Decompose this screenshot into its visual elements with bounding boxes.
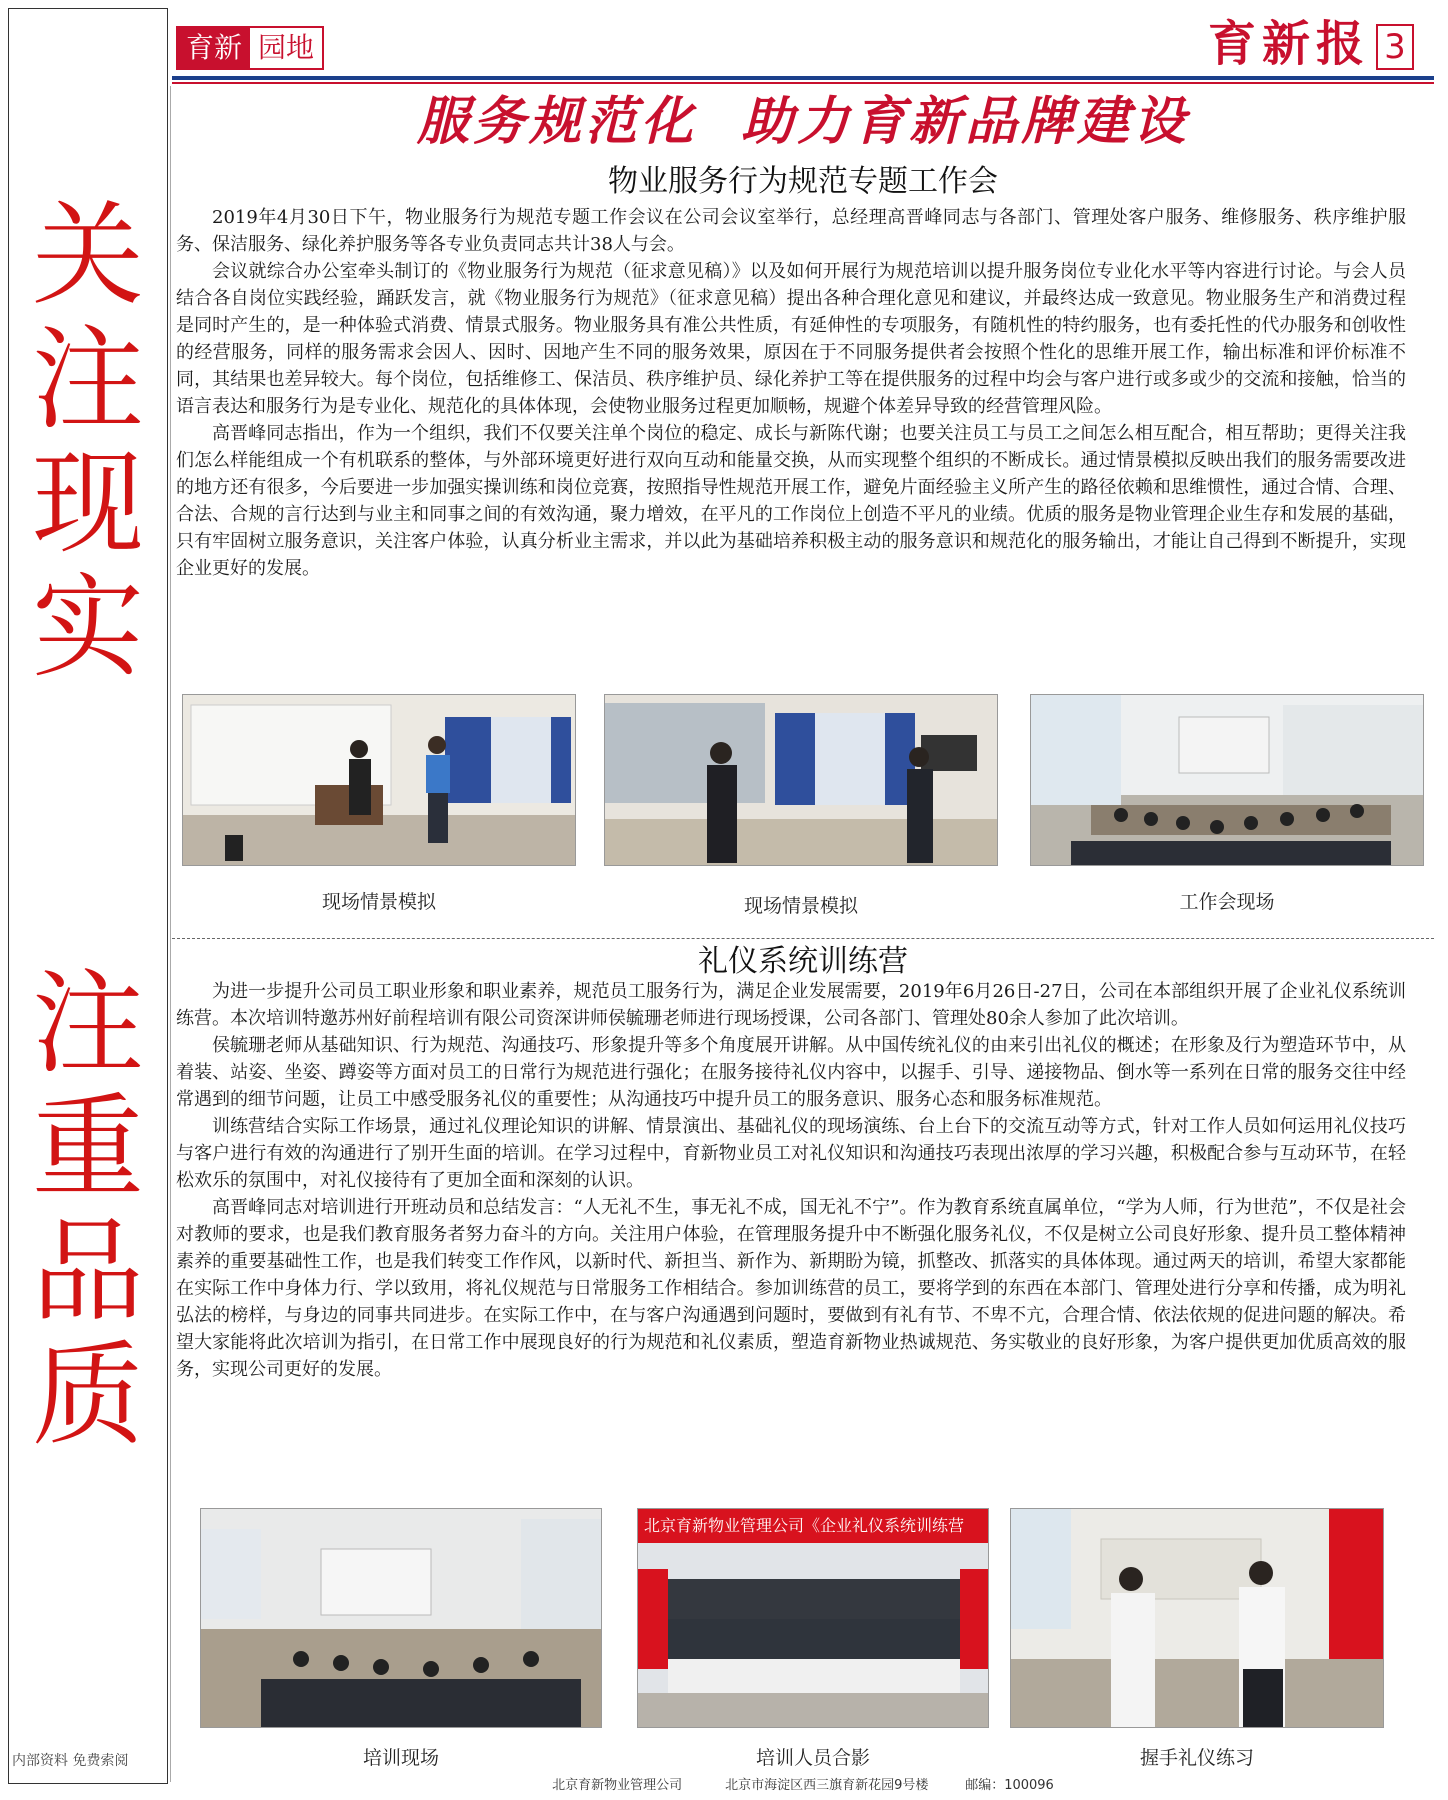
- photo-scene-simulation-1: [182, 694, 576, 866]
- photo-training-scene: [200, 1508, 602, 1728]
- article2-paragraph: 训练营结合实际工作场景，通过礼仪理论知识的讲解、情景演出、基础礼仪的现场演练、台上台下的交流互动等方式，针对工作人员如何运用礼仪技巧与客户进行有效的沟通进行了别开生面的培训。在学习过程中，育新物业员工对礼仪知识和沟通技巧表现出浓厚的学习兴趣，积极配合参与互动环节，在轻松欢乐的氛围中，对礼仪接待有了更加全面和深刻的认识。: [176, 1116, 1406, 1191]
- caption-photo-2: 现场情景模拟: [743, 895, 858, 917]
- photo-scene-simulation-2: [604, 694, 998, 866]
- section-badge-part1: 育新: [178, 28, 250, 68]
- caption-photo-3: 工作会现场: [1179, 891, 1275, 913]
- article2-body: [176, 978, 1406, 1383]
- article1-paragraph: 2019年4月30日下午，物业服务行为规范专题工作会议在公司会议室举行，总经理高晋峰同志与各部门、管理处客户服务、维修服务、秩序维护服务、保洁服务、绿化养护服务等各专业负责同志共计38人与会。: [176, 207, 1406, 255]
- article2-paragraph: 侯毓珊老师从基础知识、行为规范、沟通技巧、形象提升等多个角度展开讲解。从中国传统礼仪的由来引出礼仪的概述；在形象及行为塑造环节中，从着装、站姿、坐姿、蹲姿等方面对员工的日常行为规范进行强化；在服务接待礼仪内容中，以握手、引导、递接物品、倒水等一系列在日常的服务交往中经常遇到的细节问题，让员工中感受服务礼仪的重要性；从沟通技巧中提升员工的服务意识、服务心态和服务标准规范。: [176, 1035, 1406, 1110]
- article1-title: 物业服务行为规范专题工作会: [608, 164, 998, 199]
- footer-address: 北京市海淀区西三旗育新花园9号楼: [725, 1778, 929, 1793]
- article1-paragraph: 会议就综合办公室牵头制订的《物业服务行为规范（征求意见稿）》以及如何开展行为规范培训以提升服务岗位专业化水平等内容进行讨论。与会人员结合各自岗位实践经验，踊跃发言，就《物业服务行为规范》（征求意见稿）提出各种合理化意见和建议，并最终达成一致意见。物业服务生产和消费过程是同时产生的，是一种体验式消费、情景式服务。物业服务具有准公共性质，有延伸性的专项服务，有随机性的特约服务，也有委托性的代办服务和创收性的经营服务，同样的服务需求会因人、因时、因地产生不同的服务效果，原因在于不同服务提供者会按照个性化的思维开展工作，输出标准和评价标准不同，其结果也差异较大。每个岗位，包括维修工、保洁员、秩序维护员、绿化养护工等在提供服务的过程中均会与客户进行或多或少的交流和接触，恰当的语言表达和服务行为是专业化、规范化的具体体现，会使物业服务过程更加顺畅，规避个体差异导致的经营管理风险。: [176, 261, 1406, 417]
- page-headline: 服务规范化 助力育新品牌建设: [416, 92, 1190, 152]
- caption-photo-1: 现场情景模拟: [321, 891, 436, 913]
- caption-photo-5: 培训人员合影: [755, 1747, 870, 1769]
- article2-title: 礼仪系统训练营: [698, 944, 908, 979]
- article1-paragraph: 高晋峰同志指出，作为一个组织，我们不仅要关注单个岗位的稳定、成长与新陈代谢；也要关注员工与员工之间怎么相互配合，相互帮助；更得关注我们怎么样能组成一个有机联系的整体，与外部环境更好进行双向互动和能量交换，从而实现整个组织的不断成长。通过情景模拟反映出我们的服务需要改进的地方还有很多，今后要进一步加强实操训练和岗位竞赛，按照指导性规范开展工作，避免片面经验主义所产生的路径依赖和思维惯性，通过合情、合理、合法、合规的言行达到与业主和同事之间的有效沟通，聚力增效，在平凡的工作岗位上创造不平凡的业绩。优质的服务是物业管理企业生存和发展的基础，只有牢固树立服务意识，关注客户体验，认真分析业主需求，并以此为基础培养积极主动的服务意识和规范化的服务输出，才能让自己得到不断提升，实现企业更好的发展。: [176, 423, 1406, 579]
- slogan-char: 注: [32, 959, 144, 1089]
- photo-meeting-scene: [1030, 694, 1424, 866]
- page-number: 3: [1376, 24, 1414, 70]
- group-photo-banner: 北京育新物业管理公司《企业礼仪系统训练营: [644, 1516, 965, 1535]
- photo-handshake-practice: [1010, 1508, 1384, 1728]
- slogan-char: 重: [32, 1083, 144, 1213]
- footer-postcode: 邮编：100096: [965, 1778, 1054, 1793]
- header-rule-blue: [172, 76, 1434, 80]
- section-divider: [172, 938, 1434, 939]
- photo-group-photo: [637, 1508, 989, 1728]
- article2-paragraph: 高晋峰同志对培训进行开班动员和总结发言：“人无礼不生，事无礼不成，国无礼不宁”。作为教育系统直属单位，“学为人师，行为世范”，不仅是社会对教师的要求，也是我们教育服务者努力奋斗的方向。关注用户体验，在管理服务提升中不断强化服务礼仪，不仅是树立公司良好形象、提升员工整体精神素养的重要基础性工作，也是我们转变工作作风，以新时代、新担当、新作为、新期盼为镜，抓整改、抓落实的具体体现。通过两天的培训，希望大家都能在实际工作中身体力行、学以致用，将礼仪规范与日常服务工作相结合。参加训练营的员工，要将学到的东西在本部门、管理处进行分享和传播，成为明礼弘法的榜样，与身边的同事共同进步。在实际工作中，在与客户沟通遇到问题时，要做到有礼有节、不卑不亢，合理合情、依法依规的促进问题的解决。希望大家能将此次培训为指引，在日常工作中展现良好的行为规范和礼仪素质，塑造育新物业热诚规范、务实敬业的良好形象，为客户提供更加优质高效的服务，实现公司更好的发展。: [176, 1197, 1406, 1380]
- slogan-char: 品: [32, 1207, 144, 1337]
- slogan-char: 质: [32, 1331, 144, 1461]
- slogan-char: 关: [32, 191, 144, 321]
- header-rule-red: [172, 82, 1434, 84]
- footer-company: 北京育新物业管理公司: [552, 1778, 683, 1793]
- slogan-char: 现: [32, 439, 144, 569]
- page-footer: [172, 1774, 1434, 1793]
- section-badge: [176, 26, 324, 70]
- side-footnote: 内部资料 免费索阅: [12, 1753, 129, 1769]
- article1-body: [176, 204, 1406, 582]
- article2-paragraph: 为进一步提升公司员工职业形象和职业素养，规范员工服务行为，满足企业发展需要，2019年6月26日-27日，公司在本部组织开展了企业礼仪系统训练营。本次培训特邀苏州好前程培训有限公司资深讲师侯毓珊老师进行现场授课，公司各部门、管理处80余人参加了此次培训。: [176, 981, 1406, 1029]
- slogan-char: 实: [32, 563, 144, 693]
- slogan-char: 注: [32, 315, 144, 445]
- section-badge-part2: 园地: [250, 28, 322, 68]
- caption-photo-4: 培训现场: [362, 1747, 439, 1769]
- column-rule: [170, 86, 171, 1782]
- caption-photo-6: 握手礼仪练习: [1139, 1747, 1254, 1769]
- newspaper-name: 育新报: [1207, 16, 1370, 72]
- slogan-column: [8, 8, 168, 1784]
